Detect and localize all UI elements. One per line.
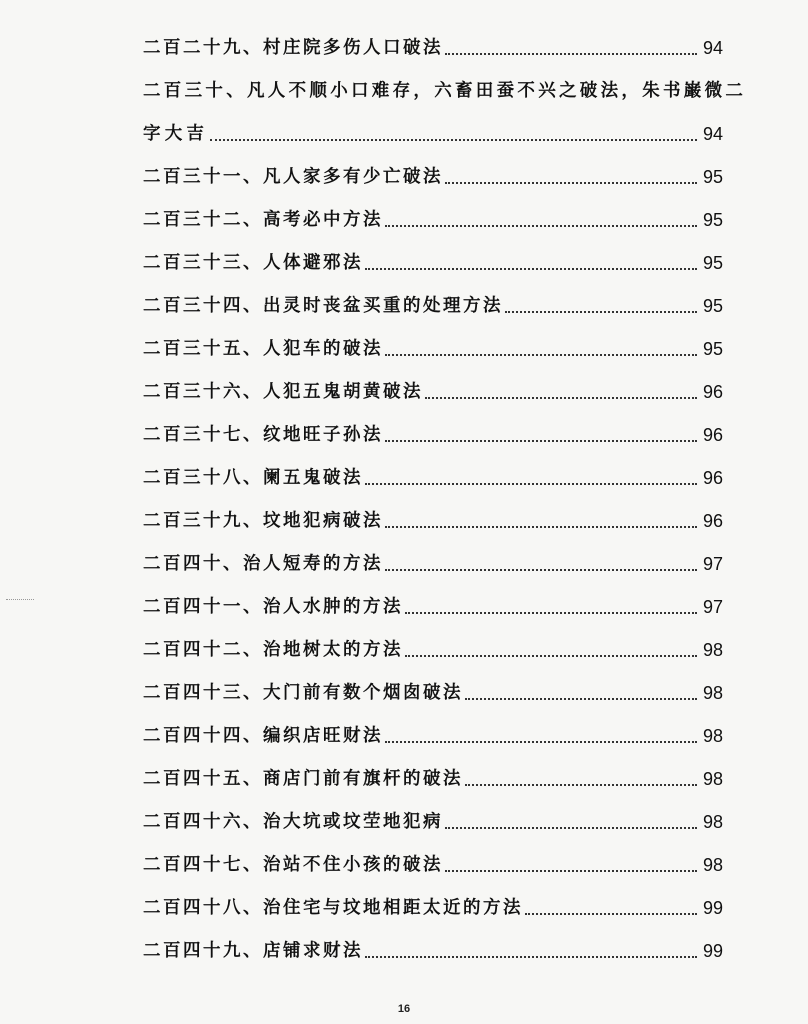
dot-leader (405, 655, 697, 657)
entry-title: 二百三十五、人犯车的破法 (143, 339, 383, 359)
entry-title: 二百三十四、出灵时丧盆买重的处理方法 (143, 296, 503, 316)
entry-page-number: 99 (702, 941, 723, 961)
toc-entry (143, 290, 723, 320)
entry-page-number: 96 (702, 468, 723, 488)
toc-entry-continuation (143, 118, 723, 148)
dot-leader (365, 483, 697, 485)
toc-entry (143, 376, 723, 406)
toc-entry (143, 462, 723, 492)
toc-entry (143, 419, 723, 449)
toc-entry (143, 849, 723, 879)
entry-page-number: 96 (702, 511, 723, 531)
dot-leader (465, 698, 697, 700)
entry-title: 二百三十二、高考必中方法 (143, 210, 383, 230)
entry-page-number: 95 (702, 339, 723, 359)
entry-page-number: 97 (702, 597, 723, 617)
dot-leader (385, 440, 697, 442)
entry-title: 二百四十六、治大坑或坟茔地犯病 (143, 812, 443, 832)
entry-title: 二百四十、治人短寿的方法 (143, 554, 383, 574)
dot-leader (445, 182, 697, 184)
entry-page-number: 96 (702, 382, 723, 402)
toc-entry (143, 204, 723, 234)
entry-page-number: 98 (702, 855, 723, 875)
entry-title: 二百三十六、人犯五鬼胡黄破法 (143, 382, 423, 402)
toc-entry (143, 763, 723, 793)
dot-leader (445, 870, 697, 872)
toc-entry (143, 247, 723, 277)
toc-entry (143, 505, 723, 535)
dot-leader (525, 913, 697, 915)
entry-title: 二百三十、凡人不顺小口难存，六畜田蚕不兴之破法，朱书巌微二 (143, 81, 747, 101)
dot-leader (365, 956, 697, 958)
scan-margin-mark (6, 599, 34, 600)
dot-leader (465, 784, 697, 786)
dot-leader (445, 53, 697, 55)
toc-entry (143, 935, 723, 965)
entry-page-number: 95 (702, 210, 723, 230)
dot-leader (385, 569, 697, 571)
entry-title: 字大吉 (143, 124, 209, 144)
entry-title: 二百四十九、店铺求财法 (143, 941, 363, 961)
dot-leader (425, 397, 697, 399)
dot-leader (385, 354, 697, 356)
entry-title: 二百三十一、凡人家多有少亡破法 (143, 167, 443, 187)
entry-page-number: 98 (702, 683, 723, 703)
entry-title: 二百三十九、坟地犯病破法 (143, 511, 383, 531)
entry-title: 二百四十八、治住宅与坟地相距太近的方法 (143, 898, 523, 918)
toc-entry (143, 548, 723, 578)
toc-entry (143, 32, 723, 62)
entry-page-number: 95 (702, 253, 723, 273)
entry-title: 二百四十五、商店门前有旗杆的破法 (143, 769, 463, 789)
entry-title: 二百三十三、人体避邪法 (143, 253, 363, 273)
dot-leader (385, 526, 697, 528)
toc-entry (143, 806, 723, 836)
footer-page-number: 16 (397, 1003, 411, 1015)
entry-page-number: 98 (702, 769, 723, 789)
entry-page-number: 95 (702, 296, 723, 316)
toc-entry (143, 161, 723, 191)
dot-leader (385, 741, 697, 743)
entry-title: 二百三十七、纹地旺子孙法 (143, 425, 383, 445)
entry-title: 二百四十七、治站不住小孩的破法 (143, 855, 443, 875)
entry-page-number: 95 (702, 167, 723, 187)
entry-title: 二百四十三、大门前有数个烟囱破法 (143, 683, 463, 703)
dot-leader (210, 139, 697, 141)
entry-title: 二百四十一、治人水肿的方法 (143, 597, 403, 617)
toc-entry (143, 333, 723, 363)
entry-title: 二百四十二、治地树太的方法 (143, 640, 403, 660)
toc-entry (143, 892, 723, 922)
toc-entry (143, 677, 723, 707)
dot-leader (405, 612, 697, 614)
entry-page-number: 94 (702, 38, 723, 58)
entry-page-number: 98 (702, 812, 723, 832)
toc-entry (143, 634, 723, 664)
toc-entry (143, 720, 723, 750)
entry-page-number: 98 (702, 726, 723, 746)
entry-page-number: 98 (702, 640, 723, 660)
toc-entry (143, 75, 747, 105)
dot-leader (505, 311, 697, 313)
entry-page-number: 99 (702, 898, 723, 918)
entry-title: 二百三十八、阑五鬼破法 (143, 468, 363, 488)
entry-page-number: 94 (702, 124, 723, 144)
dot-leader (385, 225, 697, 227)
entry-page-number: 96 (702, 425, 723, 445)
entry-title: 二百二十九、村庄院多伤人口破法 (143, 38, 443, 58)
toc-entry (143, 591, 723, 621)
dot-leader (365, 268, 697, 270)
entry-title: 二百四十四、编织店旺财法 (143, 726, 383, 746)
entry-page-number: 97 (702, 554, 723, 574)
dot-leader (445, 827, 697, 829)
